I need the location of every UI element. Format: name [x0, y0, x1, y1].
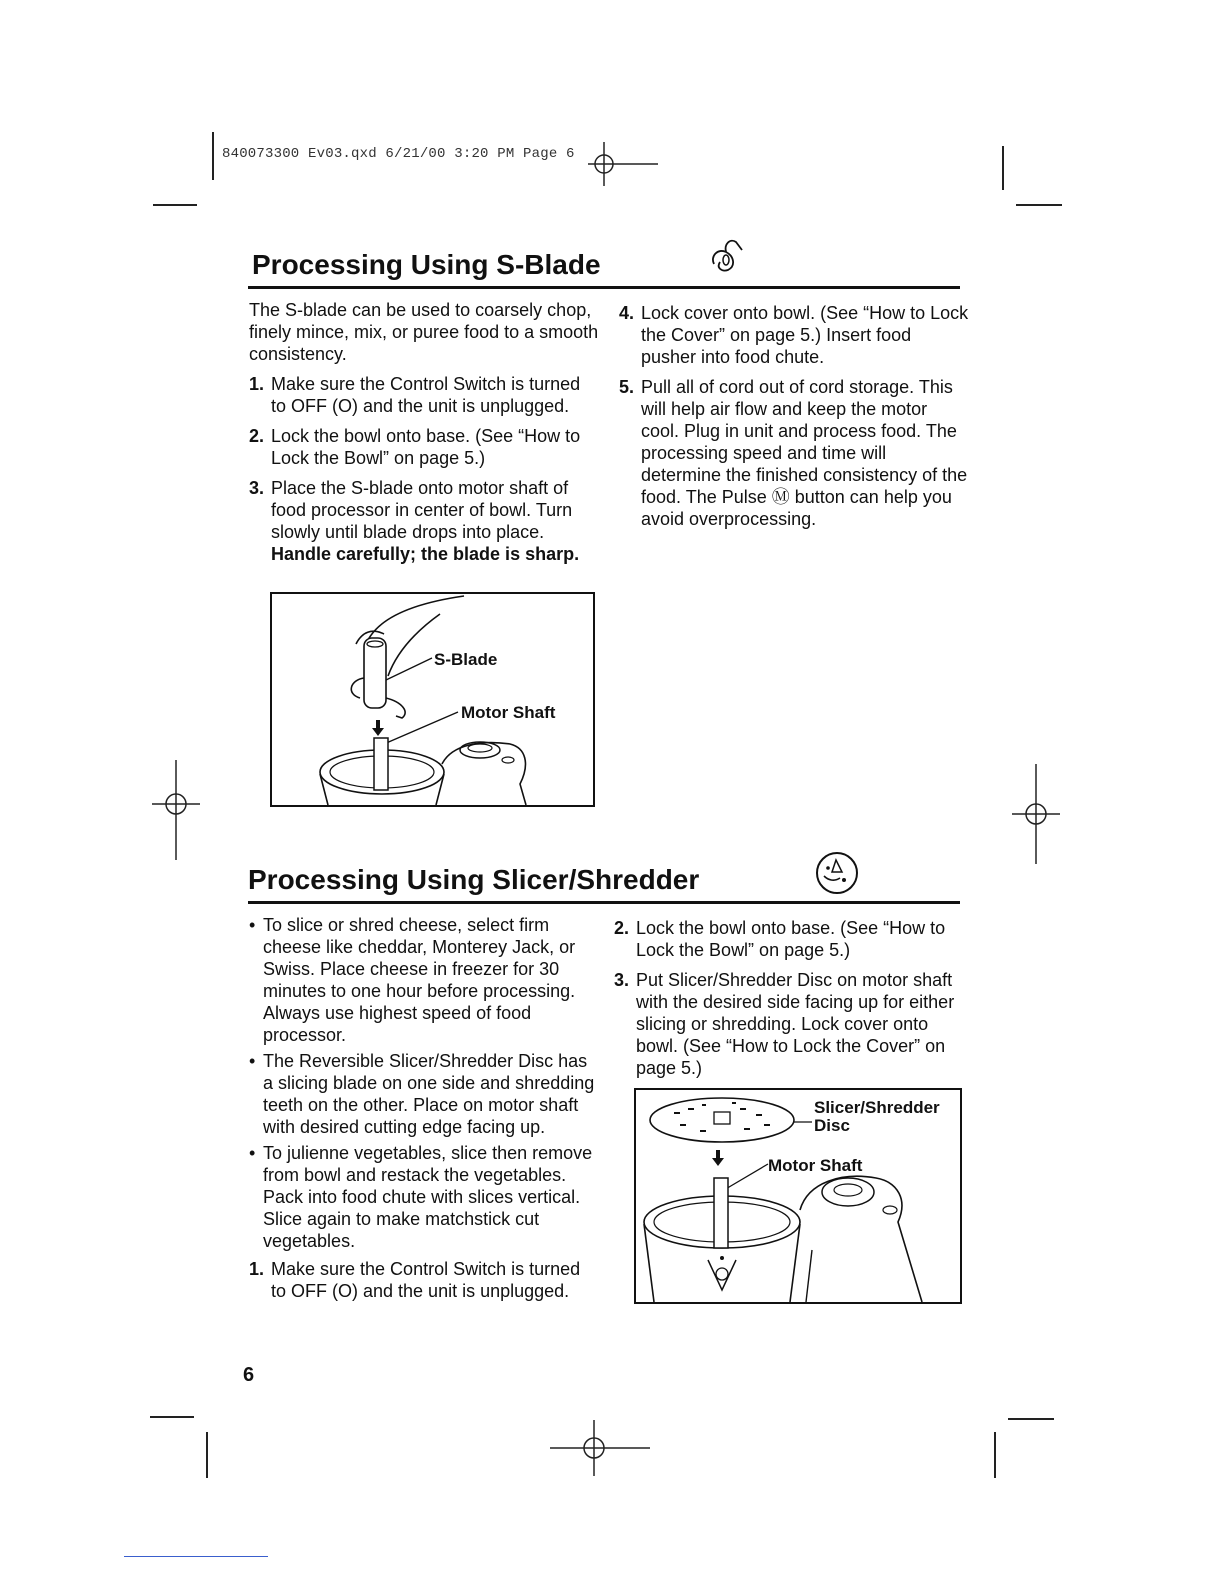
s-blade-illustration [272, 594, 593, 805]
s-blade-step-4 [619, 302, 969, 368]
s-blade-step-5 [619, 376, 969, 530]
step-text: Place the S-blade onto motor shaft of food processor in center of bowl. Turn slowly until blade drops into place. [271, 478, 573, 542]
step-text: Put Slicer/Shredder Disc on motor shaft with the desired side facing up for either slicing or shredding. Lock cover onto bowl. (See “How to Lock the Cover” on page 5.) [636, 970, 955, 1078]
slicer-bullet-3 [249, 1142, 599, 1252]
step-number: 4. [619, 303, 635, 323]
s-blade-step-1 [249, 373, 599, 417]
bullet-text: To slice or shred cheese, select firm cheese like cheddar, Monterey Jack, or Swiss. Place cheese in freezer for 30 minutes to one hour before processing. Always use highest speed of food processor. [263, 915, 576, 1045]
crop-mark-bl-h [150, 1416, 194, 1418]
step-number: 5. [619, 377, 635, 397]
s-blade-intro: The S-blade can be used to coarsely chop, finely mince, mix, or puree food to a smooth consistency. [249, 300, 599, 364]
slicer-step-2 [614, 917, 964, 961]
bullet-dot: • [249, 1051, 256, 1071]
s-blade-figure [270, 592, 595, 807]
registration-mark-right-icon [1010, 764, 1062, 864]
crop-mark-bl-v [206, 1432, 208, 1478]
figure-label-slicer-shredder: Slicer/Shredder [814, 1098, 940, 1117]
slicer-step-1 [249, 1258, 599, 1302]
section-rule-2 [248, 901, 960, 904]
figure-label-motor-shaft-2: Motor Shaft [768, 1156, 863, 1175]
section-title-slicer-shredder: Processing Using Slicer/Shredder [248, 864, 700, 895]
crop-mark-tr-v [1002, 146, 1004, 190]
section-title-s-blade: Processing Using S-Blade [252, 249, 601, 280]
step-text: Lock the bowl onto base. (See “How to Lock the Bowl” on page 5.) [271, 426, 581, 468]
s-blade-step-2 [249, 425, 599, 469]
s-blade-left-column [249, 299, 599, 573]
s-blade-right-column [619, 302, 969, 538]
crop-mark-tr-h [1016, 204, 1062, 206]
step-text: Pull all of cord out of cord storage. This will help air flow and keep the motor cool. Plug in unit and process food. The processing speed and time will determine the finished consistency of the food. The Pulse Ⓜ button can help you avoid overprocessing. [641, 377, 968, 529]
figure-label-s-blade: S-Blade [434, 650, 498, 669]
print-slug: 840073300 Ev03.qxd 6/21/00 3:20 PM Page 6 [222, 146, 575, 162]
step-warning: Handle carefully; the blade is sharp. [271, 544, 580, 564]
registration-mark-left-icon [150, 760, 202, 860]
crop-mark-br-v [994, 1432, 996, 1478]
slicer-step-3 [614, 969, 964, 1079]
step-text: Make sure the Control Switch is turned to OFF (O) and the unit is unplugged. [271, 1259, 581, 1301]
step-text: Lock the bowl onto base. (See “How to Lock the Bowl” on page 5.) [636, 918, 946, 960]
figure-label-motor-shaft: Motor Shaft [461, 703, 556, 722]
step-text: Make sure the Control Switch is turned to OFF (O) and the unit is unplugged. [271, 374, 581, 416]
registration-mark-bottom-icon [550, 1420, 650, 1476]
slicer-disc-icon [814, 850, 860, 896]
section-rule-1 [248, 286, 960, 289]
s-blade-step-3 [249, 477, 599, 565]
bullet-text: To julienne vegetables, slice then remove from bowl and restack the vegetables. Pack into food chute with slices vertical. Slice again to make matchstick cut vegetables. [263, 1143, 593, 1251]
step-number: 2. [249, 426, 265, 446]
slicer-bullet-2 [249, 1050, 599, 1138]
step-number: 2. [614, 918, 630, 938]
crop-mark-br-h [1008, 1418, 1054, 1420]
slicer-left-column [249, 914, 599, 1310]
page-number: 6 [243, 1364, 255, 1386]
slicer-figure [634, 1088, 962, 1304]
bullet-dot: • [249, 915, 256, 935]
slicer-right-column [614, 917, 964, 1087]
slicer-illustration [636, 1090, 960, 1302]
bullet-text: The Reversible Slicer/Shredder Disc has a slicing blade on one side and shredding teeth on the other. Place on motor shaft with desired cutting edge facing up. [263, 1051, 595, 1137]
bullet-dot: • [249, 1143, 256, 1163]
step-number: 1. [249, 1259, 265, 1279]
registration-mark-top-icon [588, 140, 660, 188]
step-text: Lock cover onto bowl. (See “How to Lock the Cover” on page 5.) Insert food pusher into food chute. [641, 303, 969, 367]
slicer-bullet-1 [249, 914, 599, 1046]
crop-mark-tl-h [153, 204, 197, 206]
step-number: 3. [249, 478, 265, 498]
figure-label-disc: Disc [814, 1116, 850, 1135]
step-number: 1. [249, 374, 265, 394]
bottom-link-rule [124, 1556, 268, 1557]
step-number: 3. [614, 970, 630, 990]
crop-mark-tl-v [212, 132, 214, 180]
s-blade-icon [706, 234, 750, 280]
